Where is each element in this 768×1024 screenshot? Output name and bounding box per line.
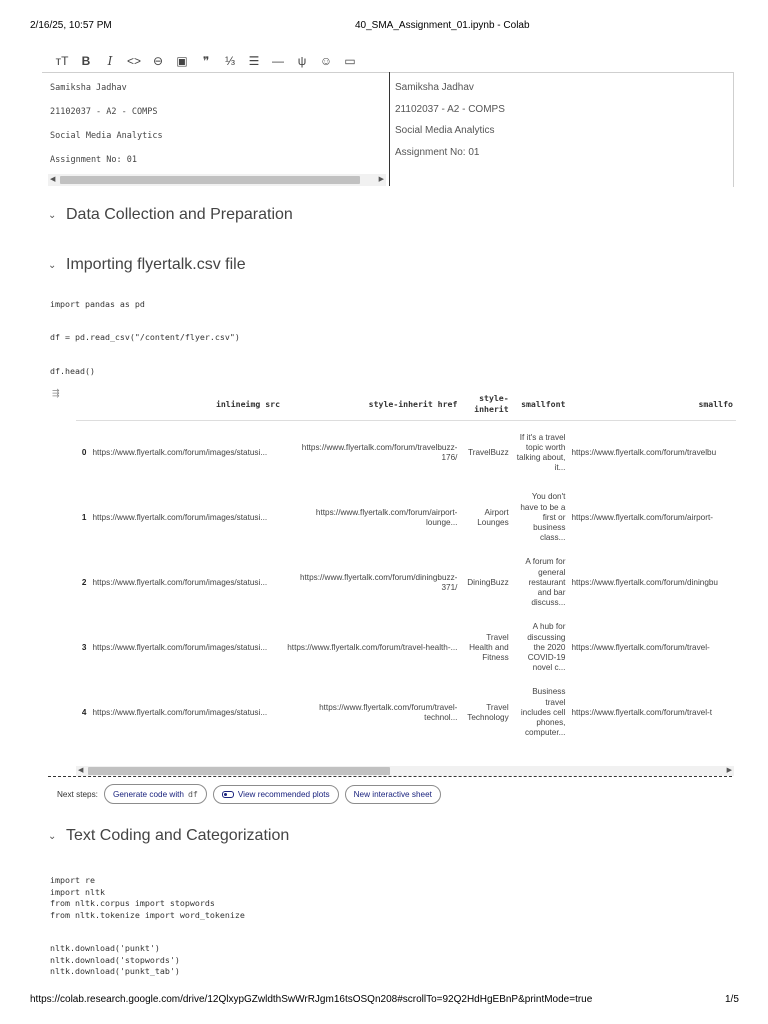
row-index: 2: [81, 577, 87, 587]
cell-style-inherit: Airport Lounges: [477, 507, 509, 527]
table-row: [76, 616, 736, 681]
editor-line: Social Media Analytics: [50, 131, 163, 141]
link-icon[interactable]: ⊖: [152, 54, 164, 68]
row-index: 1: [81, 512, 87, 522]
new-interactive-sheet-button[interactable]: [345, 785, 441, 804]
cell-style-inherit-href: https://www.flyertalk.com/forum/travelbuzz-176/: [301, 442, 458, 462]
preview-line: Samiksha Jadhav: [395, 82, 474, 93]
editor-line: Assignment No: 01: [50, 155, 137, 165]
column-header[interactable]: smallfo: [698, 399, 733, 409]
chevron-down-icon[interactable]: ⌄: [48, 259, 57, 271]
cell-inlineimg-src: https://www.flyertalk.com/forum/images/statusi...: [92, 447, 268, 457]
print-footer-url: https://colab.research.google.com/drive/12QlxypGZwldthSwWrRJgm16tsOSQn208#scrollTo=92Q2HdHgEBnP&printMode=true: [30, 994, 593, 1005]
recommended-plots-label: View recommended plots: [237, 789, 330, 799]
dataframe-table: [76, 388, 736, 746]
cell-inlineimg-src: https://www.flyertalk.com/forum/images/statusi...: [92, 577, 268, 587]
section-text-coding[interactable]: [48, 827, 289, 845]
table-row: [76, 551, 736, 616]
column-header[interactable]: smallfont: [521, 399, 566, 409]
cell-smallfont: You don't have to be a first or business class...: [520, 492, 566, 543]
column-header[interactable]: style-inherit href: [368, 399, 458, 409]
cell-style-inherit-href: https://www.flyertalk.com/forum/travel-technol...: [319, 702, 458, 722]
preview-panel-icon[interactable]: ▭: [344, 54, 356, 68]
print-page-number: 1/5: [725, 994, 739, 1005]
preview-line: 21102037 - A2 - COMPS: [395, 103, 505, 115]
editor-line: 21102037 - A2 - COMPS: [50, 107, 158, 117]
scrollbar-thumb[interactable]: [60, 176, 360, 184]
scroll-left-arrow-icon[interactable]: ◀: [50, 176, 56, 183]
column-header[interactable]: style- inherit: [474, 393, 509, 414]
bold-icon[interactable]: B: [81, 54, 91, 68]
preview-line: Social Media Analytics: [395, 125, 495, 136]
cell-smallfo: https://www.flyertalk.com/forum/airport-: [571, 512, 713, 522]
cell-style-inherit: Travel Technology: [467, 702, 509, 722]
bulleted-list-icon[interactable]: ☰: [248, 54, 260, 68]
cell-style-inherit: TravelBuzz: [468, 447, 509, 457]
print-datetime: 2/16/25, 10:57 PM: [30, 20, 112, 31]
section-importing[interactable]: [48, 256, 246, 274]
column-header[interactable]: [76, 388, 89, 421]
interactive-sheet-label: New interactive sheet: [353, 789, 432, 799]
cell-smallfont: If it's a travel topic worth talking about, it...: [516, 432, 566, 473]
cell-style-inherit-href: https://www.flyertalk.com/forum/diningbuzz-371/: [299, 572, 458, 592]
section-title: Importing flyertalk.csv file: [66, 256, 246, 273]
cell-smallfo: https://www.flyertalk.com/forum/travelbu: [571, 447, 717, 457]
cell-inlineimg-src: https://www.flyertalk.com/forum/images/statusi...: [92, 642, 268, 652]
scrollbar-thumb[interactable]: [88, 767, 390, 775]
preview-line: Assignment No: 01: [395, 146, 480, 158]
print-page-title: 40_SMA_Assignment_01.ipynb - Colab: [355, 20, 530, 31]
code-cell-nltk-imports[interactable]: import re import nltk from nltk.corpus import stopwords from nltk.tokenize import word_tokenize: [50, 875, 245, 920]
chevron-down-icon[interactable]: ⌄: [48, 209, 57, 221]
cell-style-inherit-href: https://www.flyertalk.com/forum/airport-lounge...: [315, 507, 458, 527]
section-data-collection[interactable]: [48, 206, 293, 224]
text-cell-divider: [389, 72, 390, 186]
psi-icon[interactable]: ψ: [297, 54, 307, 68]
italic-icon[interactable]: I: [107, 54, 113, 68]
code-cell-head[interactable]: df.head(): [50, 366, 95, 376]
output-actions-icon[interactable]: ⇶: [52, 388, 60, 398]
row-index: 4: [81, 707, 87, 717]
cell-style-inherit: DiningBuzz: [467, 577, 509, 587]
cell-smallfo: https://www.flyertalk.com/forum/travel-t: [571, 707, 713, 717]
output-divider: [48, 776, 732, 777]
row-index: 3: [81, 642, 87, 652]
generate-code-df-tag: df: [187, 789, 198, 799]
next-steps-bar: [57, 784, 441, 804]
cell-smallfo: https://www.flyertalk.com/forum/travel-: [571, 642, 710, 652]
numbered-list-icon[interactable]: ⅓: [224, 54, 235, 68]
code-cell-nltk-downloads[interactable]: nltk.download('punkt') nltk.download('stopwords') nltk.download('punkt_tab'): [50, 943, 180, 976]
emoji-icon[interactable]: ☺: [319, 54, 333, 68]
cell-smallfo: https://www.flyertalk.com/forum/diningbu: [571, 577, 718, 587]
column-header[interactable]: inlineimg src: [215, 399, 281, 409]
section-title: Data Collection and Preparation: [66, 206, 293, 223]
chevron-down-icon[interactable]: ⌄: [48, 830, 57, 842]
section-title: Text Coding and Categorization: [66, 827, 290, 844]
text-size-icon[interactable]: тT: [55, 54, 69, 68]
cell-inlineimg-src: https://www.flyertalk.com/forum/images/statusi...: [92, 707, 268, 717]
table-header-row: [76, 388, 736, 421]
view-recommended-plots-button[interactable]: [213, 785, 339, 804]
toggle-icon: [222, 791, 234, 798]
markdown-preview: [395, 77, 725, 163]
cell-style-inherit: Travel Health and Fitness: [469, 632, 509, 663]
scroll-right-arrow-icon[interactable]: ▶: [726, 767, 732, 774]
table-row: [76, 421, 736, 486]
table-row: [76, 681, 736, 746]
cell-smallfont: A hub for discussing the 2020 COVID-19 novel c...: [527, 622, 566, 673]
next-steps-label: Next steps:: [57, 789, 98, 799]
dataframe-horizontal-scrollbar[interactable]: [76, 766, 734, 776]
horizontal-rule-icon[interactable]: —: [272, 54, 284, 68]
generate-code-label: Generate code with: [112, 789, 184, 799]
dataframe-output: [76, 388, 736, 768]
table-row: [76, 486, 736, 551]
cell-inlineimg-src: https://www.flyertalk.com/forum/images/statusi...: [92, 512, 268, 522]
cell-smallfont: A forum for general restaurant and bar discuss...: [525, 557, 566, 608]
generate-code-button[interactable]: [104, 784, 207, 804]
markdown-editor[interactable]: [50, 76, 385, 172]
cell-style-inherit-href: https://www.flyertalk.com/forum/travel-health-...: [287, 642, 458, 652]
code-cell-import-pandas[interactable]: import pandas as pd: [50, 299, 145, 309]
editor-line: Samiksha Jadhav: [50, 83, 127, 93]
cell-smallfont: Business travel includes cell phones, computer...: [520, 687, 566, 738]
scroll-right-arrow-icon[interactable]: ▶: [378, 176, 384, 183]
quote-icon[interactable]: ❞: [202, 54, 210, 68]
editor-horizontal-scrollbar[interactable]: [48, 174, 386, 186]
code-cell-read-csv[interactable]: df = pd.read_csv("/content/flyer.csv"): [50, 332, 240, 342]
code-icon[interactable]: <>: [126, 54, 141, 68]
row-index: 0: [81, 447, 87, 457]
scroll-left-arrow-icon[interactable]: ◀: [78, 767, 84, 774]
markdown-toolbar: [50, 50, 362, 72]
image-icon[interactable]: ▣: [176, 54, 188, 68]
